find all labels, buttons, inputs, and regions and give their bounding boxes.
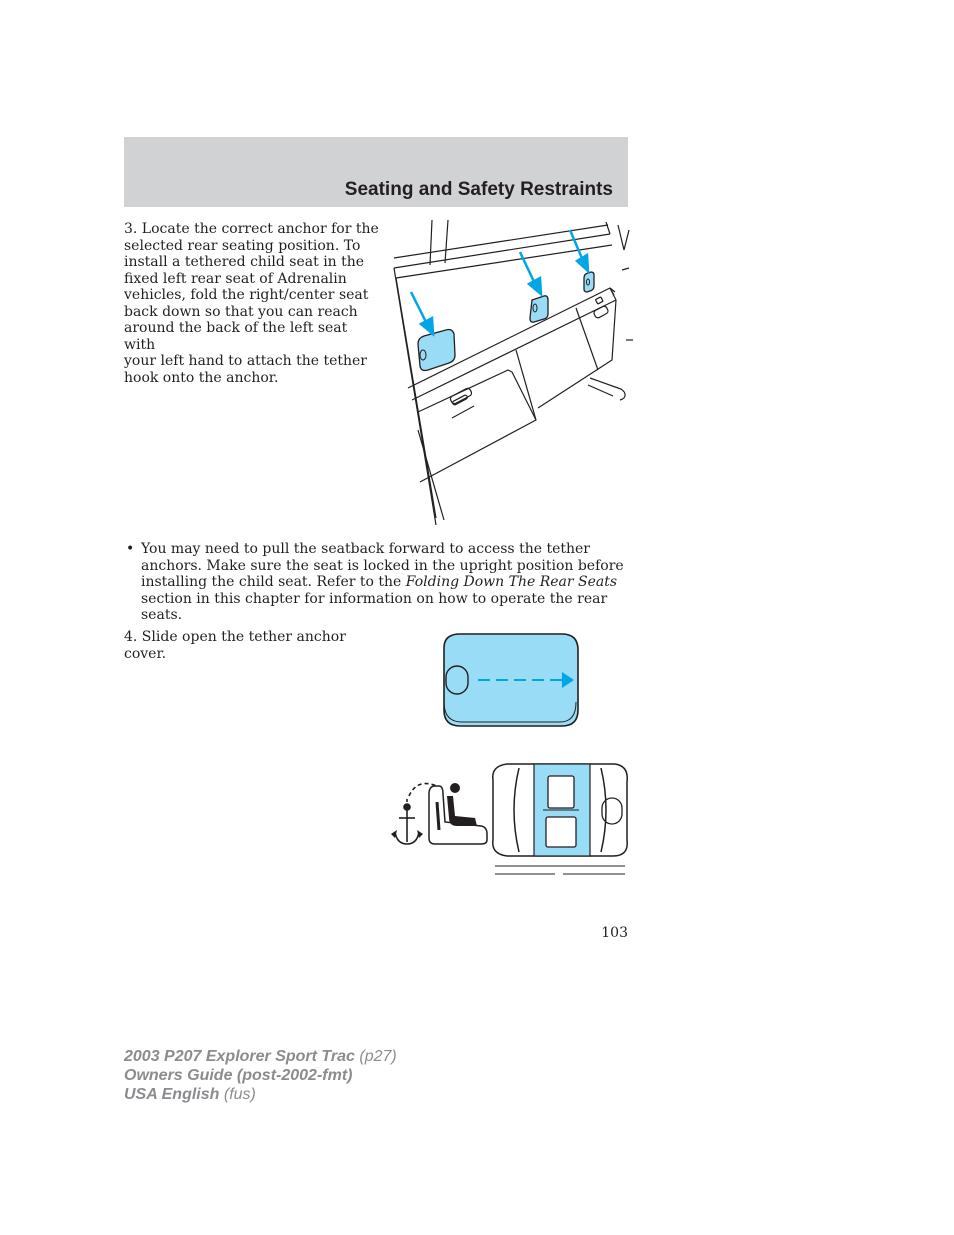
bullet-text (141, 541, 624, 624)
text-line: selected rear seating position. To (124, 237, 361, 254)
child-seat-tether-anchor-symbol-figure (385, 760, 630, 889)
text-line: your left hand to attach the tether (124, 353, 367, 369)
text-line: install a tethered child seat in the (124, 254, 365, 270)
text-line: 4. Slide open the tether anchor (124, 629, 346, 645)
page-number: 103 (601, 925, 628, 941)
anchor-cover-illustration (438, 630, 584, 732)
text-line: around the back of the left seat with (124, 320, 348, 353)
cross-reference-folding-down-rear-seats: Folding Down The Rear Seats (405, 574, 618, 590)
bullet-marker: • (126, 541, 135, 557)
text-line: fixed left rear seat of Adrenalin (124, 270, 347, 287)
step-4-paragraph (124, 629, 364, 662)
rear-seat-tether-anchors-figure (388, 220, 633, 534)
anchor-symbol-illustration (385, 760, 630, 885)
text-line: hook onto the anchor. (124, 369, 279, 386)
bullet-item (124, 541, 624, 624)
footer-line-3: USA English (fus) (124, 1086, 256, 1103)
text-line: 3. Locate the correct anchor for the (124, 221, 379, 237)
footer-line-2: Owners Guide (post-2002-fmt) (124, 1067, 353, 1084)
rear-seat-illustration (388, 220, 633, 530)
step-3-paragraph (124, 221, 380, 386)
text-line: vehicles, fold the right/center seat (124, 287, 369, 303)
section-header-bar (124, 137, 628, 207)
tether-anchor-cover-slide-figure (438, 630, 584, 736)
text-line: cover. (124, 645, 167, 662)
bullet-text-start: You may need to pull the seatback forward to access the tether anchors. Make sure the seat is locked in the upright position before installing the child seat. Refer to the (141, 541, 624, 590)
bullet-text-end: section in this chapter for information on how to operate the rear seats. (141, 590, 608, 623)
text-line: back down so that you can reach (124, 303, 358, 320)
section-title: Seating and Safety Restraints (344, 179, 613, 200)
document-footer (124, 1047, 397, 1104)
footer-line-1: 2003 P207 Explorer Sport Trac (p27) (124, 1048, 397, 1065)
